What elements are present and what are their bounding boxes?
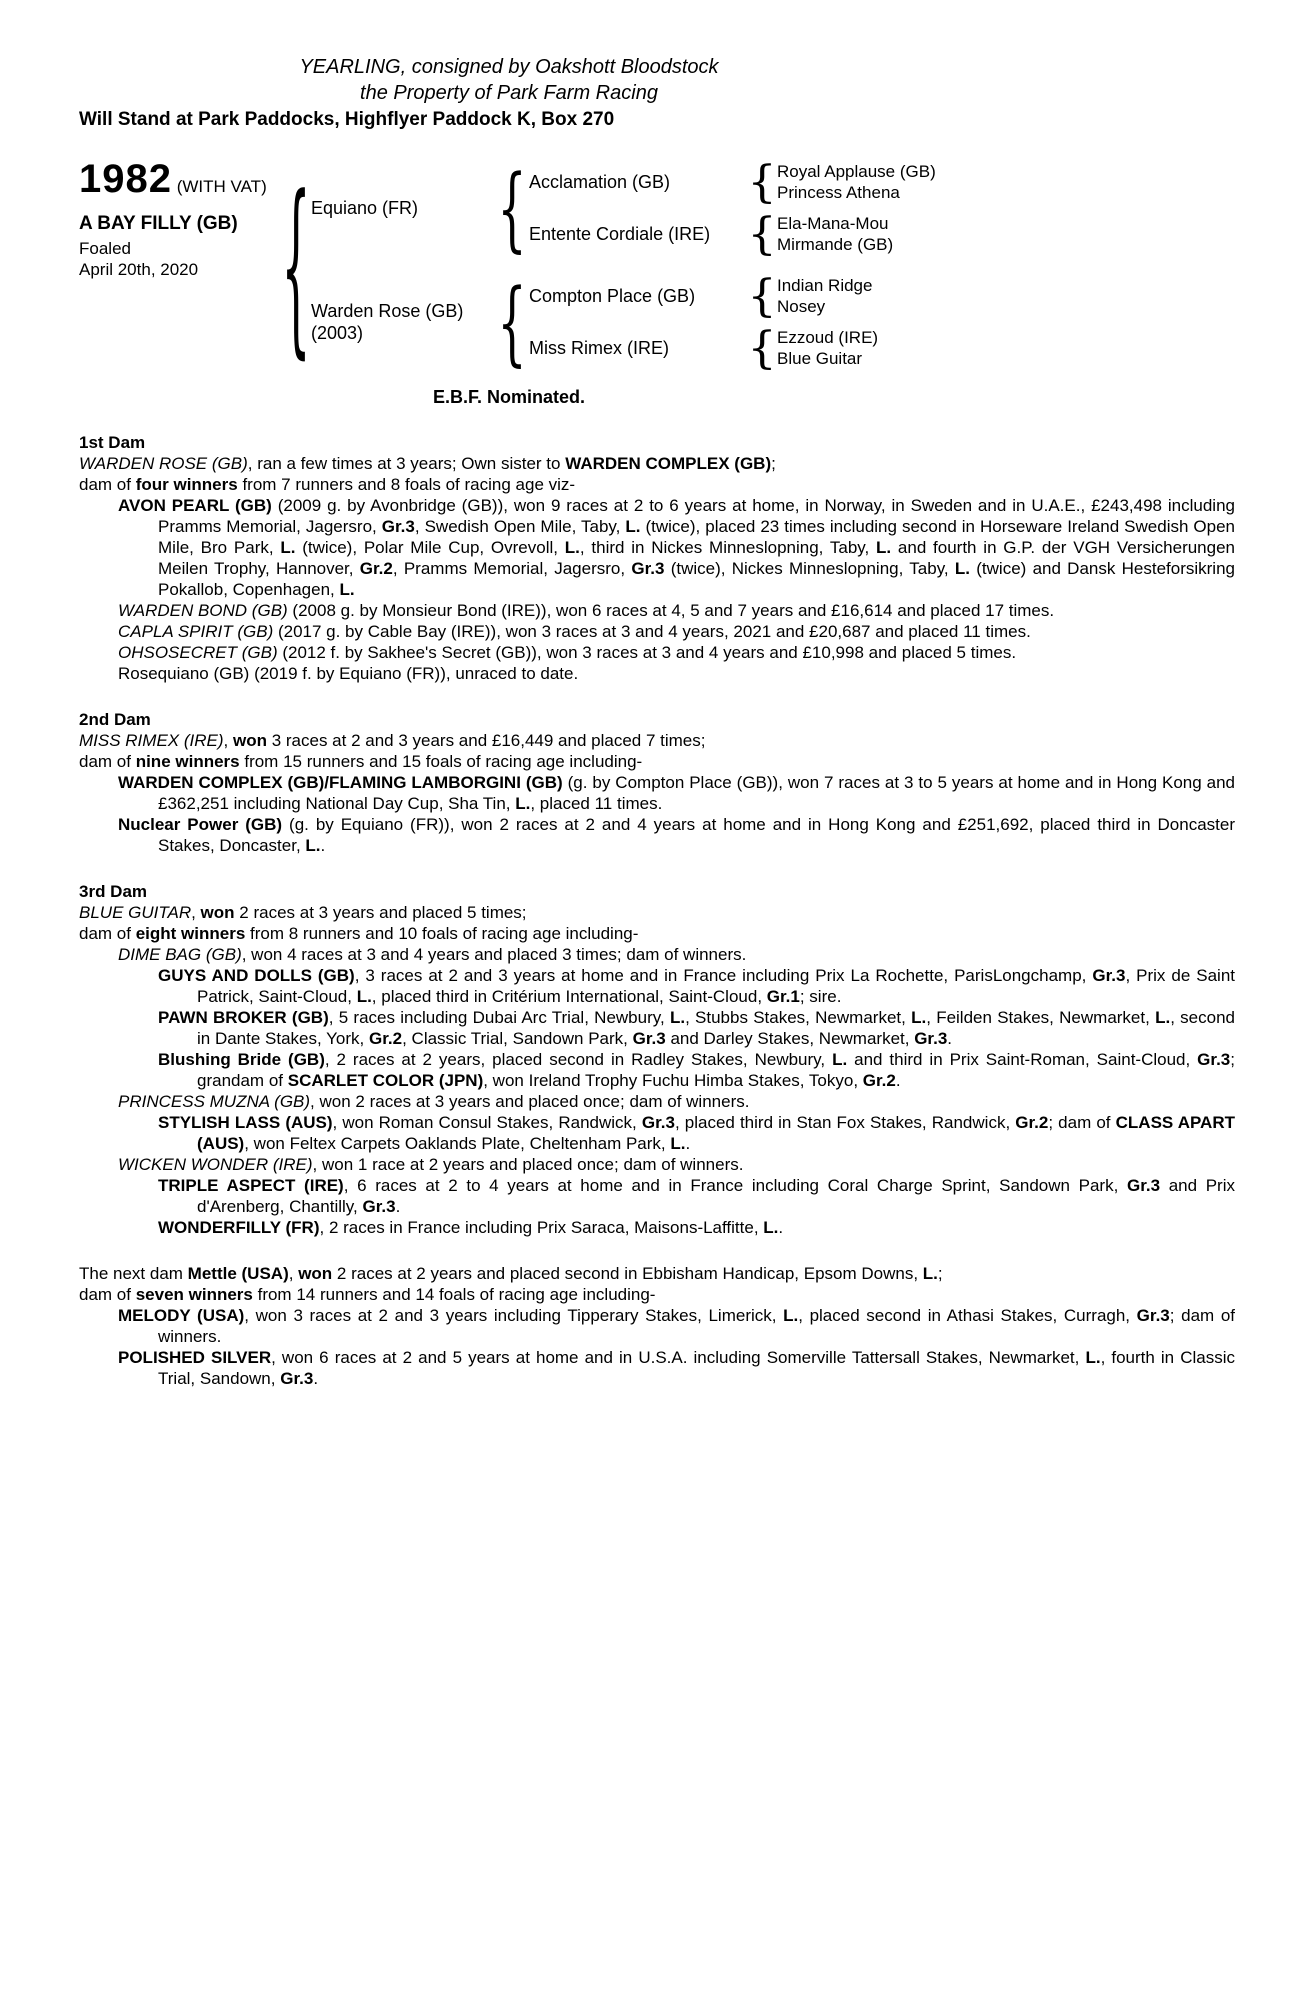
text-segment: STYLISH LASS (AUS): [158, 1113, 333, 1132]
pedigree-paragraph: [79, 642, 1235, 663]
text-segment: , fourth in Classic Trial, Sandown,: [158, 1348, 1235, 1388]
grandparent-group: [523, 156, 936, 208]
text-segment: (twice), placed 23 times including second in Horseware Ireland Swedish Open Mile, Bro Park,: [158, 517, 1236, 557]
sire-group: [307, 154, 936, 262]
text-segment: MISS RIMEX (IRE): [79, 731, 224, 750]
text-segment: , Prix de Saint Patrick, Saint-Cloud,: [197, 966, 1235, 1006]
pedigree-paragraph: [79, 1091, 1235, 1112]
text-segment: Gr.3: [1197, 1050, 1231, 1069]
pedigree-paragraph: [79, 1305, 1235, 1347]
great-grandparent-name: Ela-Mana-Mou: [777, 214, 889, 233]
page-header: [79, 54, 1235, 133]
horse-description: A BAY FILLY (GB): [79, 213, 238, 234]
text-segment: (twice), Polar Mile Cup, Ovrevoll,: [295, 538, 565, 557]
text-segment: from 15 runners and 15 foals of racing age including-: [239, 752, 643, 771]
pedigree-paragraph: [79, 923, 1235, 944]
text-segment: and third in Prix Saint-Roman, Saint-Cloud,: [847, 1050, 1198, 1069]
pedigree-paragraph: [79, 621, 1235, 642]
dam-group: [307, 268, 936, 376]
text-segment: nine winners: [135, 752, 240, 771]
great-grandparents: [773, 161, 936, 203]
text-segment: , second in Dante Stakes, York,: [197, 1008, 1235, 1048]
text-segment: L.: [515, 794, 531, 813]
text-segment: Gr.2: [1015, 1113, 1049, 1132]
brace-small-icon: {: [747, 322, 777, 374]
text-segment: , 5 races including Dubai Arc Trial, Newbury,: [328, 1008, 670, 1027]
text-segment: , won 3 races at 2 and 3 years including Tipperary Stakes, Limerick,: [244, 1306, 784, 1325]
text-segment: four winners: [135, 475, 238, 494]
text-segment: ;: [937, 1264, 943, 1283]
text-segment: L.: [1155, 1008, 1171, 1027]
text-segment: Gr.3: [381, 517, 415, 536]
pedigree-paragraph: [79, 495, 1235, 600]
lot-number: 1982: [79, 157, 172, 201]
text-segment: L.: [1085, 1348, 1101, 1367]
text-segment: POLISHED SILVER: [118, 1348, 272, 1367]
text-segment: ,: [288, 1264, 299, 1283]
pedigree-paragraph: [79, 944, 1235, 965]
header-center-wrap: [79, 54, 939, 106]
lot-line: [79, 157, 285, 201]
dam-name: [307, 300, 501, 344]
pedigree-paragraph: [79, 965, 1235, 1007]
text-segment: Mettle (USA): [187, 1264, 289, 1283]
text-segment: L.: [625, 517, 641, 536]
pedigree-paragraph: [79, 1284, 1235, 1305]
sire-grandparents-column: [523, 156, 936, 260]
text-segment: PAWN BROKER (GB): [158, 1008, 329, 1027]
text-segment: WONDERFILLY (FR): [158, 1218, 320, 1237]
text-segment: L.: [876, 538, 892, 557]
text-segment: L.: [305, 836, 321, 855]
pedigree-paragraph: [79, 772, 1235, 814]
text-segment: , placed third in Critérium International, Saint-Cloud,: [371, 987, 767, 1006]
text-segment: Gr.3: [1136, 1306, 1170, 1325]
text-segment: ; dam of winners.: [158, 1306, 1236, 1346]
text-segment: 2 races at 2 years and placed second in Ebbisham Handicap, Epsom Downs,: [332, 1264, 923, 1283]
text-segment: , placed third in Stan Fox Stakes, Randwick,: [674, 1113, 1016, 1132]
dam-section: [79, 1263, 1235, 1389]
brace-small-icon: {: [747, 208, 777, 260]
section-heading: 1st Dam: [79, 433, 146, 452]
pedigree-paragraph: [79, 730, 1235, 751]
text-segment: dam of: [79, 475, 136, 494]
pedigree-paragraph: [79, 814, 1235, 856]
text-segment: , won 4 races at 3 and 4 years and placed 3 times; dam of winners.: [241, 945, 747, 964]
text-segment: .: [895, 1071, 901, 1090]
pedigree-paragraph: [79, 1175, 1235, 1217]
text-segment: , Swedish Open Mile, Taby,: [414, 517, 626, 536]
text-segment: , Feilden Stakes, Newmarket,: [926, 1008, 1156, 1027]
text-segment: L.: [564, 538, 580, 557]
great-grandparent-name: Nosey: [777, 297, 826, 316]
great-grandparents: [773, 327, 878, 369]
text-segment: (2012 f. by Sakhee's Secret (GB)), won 3 races at 3 and 4 years and £10,998 and placed 5 times.: [277, 643, 1017, 662]
text-segment: (twice), Nickes Minneslopning, Taby,: [664, 559, 955, 578]
dam-sire-name: Compton Place (GB): [529, 286, 696, 306]
text-segment: L.: [954, 559, 971, 578]
text-segment: L.: [911, 1008, 927, 1027]
text-segment: and fourth in G.P. der VGH Versicherungen Meilen Trophy, Hannover,: [158, 538, 1236, 578]
text-segment: , third in Nickes Minneslopning, Taby,: [579, 538, 877, 557]
text-segment: L.: [356, 987, 372, 1006]
text-segment: Nuclear Power (GB): [118, 815, 283, 834]
pedigree-paragraph: [79, 1007, 1235, 1049]
pedigree-paragraph: [79, 1049, 1235, 1091]
ebf-nominated-line: E.B.F. Nominated.: [432, 387, 585, 407]
text-segment: won: [232, 731, 267, 750]
text-segment: .: [947, 1029, 953, 1048]
text-segment: .: [685, 1134, 691, 1153]
text-segment: L.: [670, 1134, 686, 1153]
grandparent-group: [523, 322, 879, 374]
text-segment: , placed second in Athasi Stakes, Curragh,: [798, 1306, 1137, 1325]
text-segment: WICKEN WONDER (IRE): [118, 1155, 313, 1174]
text-segment: 3 races at 2 and 3 years and £16,449 and placed 7 times;: [266, 731, 706, 750]
dam-grandparents-column: [523, 270, 879, 374]
property-line: the Property of Park Farm Racing: [360, 82, 658, 104]
section-heading: 2nd Dam: [79, 710, 151, 729]
pedigree-paragraph: [79, 1154, 1235, 1175]
text-segment: L.: [922, 1264, 938, 1283]
text-segment: , won Feltex Carpets Oaklands Plate, Cheltenham Park,: [244, 1134, 671, 1153]
text-segment: dam of: [79, 1285, 136, 1304]
stabling-line: Will Stand at Park Paddocks, Highflyer Paddock K, Box 270: [79, 109, 615, 130]
text-segment: , 2 races at 2 years, placed second in Radley Stakes, Newbury,: [324, 1050, 833, 1069]
brace-sire-icon: {: [497, 154, 527, 262]
pedigree-paragraph: [79, 1112, 1235, 1154]
brace-small-icon: {: [747, 270, 777, 322]
brace-generation1-icon: {: [281, 154, 311, 376]
text-segment: , Stubbs Stakes, Newmarket,: [685, 1008, 912, 1027]
text-segment: , Classic Trial, Sandown Park,: [402, 1029, 633, 1048]
text-segment: , placed 11 times.: [530, 794, 663, 813]
great-grandparents: [773, 275, 872, 317]
pedigree-tree: [281, 154, 936, 376]
sire-dam-name: Entente Cordiale (IRE): [529, 224, 711, 244]
text-segment: Gr.3: [641, 1113, 675, 1132]
text-segment: L.: [339, 580, 355, 599]
text-segment: won: [200, 903, 235, 922]
pedigree-paragraph: [79, 600, 1235, 621]
text-segment: (2009 g. by Avonbridge (GB)), won 9 races at 2 to 6 years at home, in Norway, in Sweden and in U.A.E., £243,498 including Pramms Memorial, Jagersro,: [158, 496, 1235, 536]
section-heading: 3rd Dam: [79, 882, 148, 901]
text-segment: from 7 runners and 8 foals of racing age viz-: [237, 475, 576, 494]
text-segment: AVON PEARL (GB): [118, 496, 272, 515]
text-segment: ; grandam of: [197, 1050, 1235, 1090]
foaled-label: Foaled: [79, 239, 131, 258]
text-segment: Gr.3: [362, 1197, 396, 1216]
text-segment: dam of: [79, 752, 136, 771]
text-segment: DIME BAG (GB): [118, 945, 242, 964]
text-segment: L.: [280, 538, 296, 557]
text-segment: Gr.1: [766, 987, 800, 1006]
consignor-line: YEARLING, consigned by Oakshott Bloodstock: [299, 56, 719, 78]
pedigree-paragraph: [79, 1217, 1235, 1238]
great-grandparents: [773, 213, 893, 255]
text-segment: WARDEN ROSE (GB): [79, 454, 248, 473]
text-segment: (2008 g. by Monsieur Bond (IRE)), won 6 races at 4, 5 and 7 years and £16,614 and placed 17 times.: [287, 601, 1055, 620]
text-segment: (g. by Compton Place (GB)), won 7 races at 3 to 5 years at home and in Hong Kong and £362,251 including National Day Cup, Sha Tin,: [158, 773, 1235, 813]
text-segment: L.: [763, 1218, 779, 1237]
text-segment: ;: [771, 454, 776, 473]
lot-vat-note: (WITH VAT): [176, 177, 267, 196]
text-segment: dam of: [79, 924, 136, 943]
text-segment: The next dam: [79, 1264, 188, 1283]
text-segment: CLASS APART (AUS): [197, 1113, 1235, 1153]
text-segment: SCARLET COLOR (JPN): [287, 1071, 484, 1090]
text-segment: , 2 races in France including Prix Saraca, Maisons-Laffitte,: [319, 1218, 764, 1237]
dam-section: [79, 881, 1235, 1238]
text-segment: ; sire.: [799, 987, 842, 1006]
text-segment: , 3 races at 2 and 3 years at home and in France including Prix La Rochette, ParisLongchamp,: [354, 966, 1093, 985]
text-segment: from 8 runners and 10 foals of racing age including-: [245, 924, 639, 943]
dam-section: [79, 432, 1235, 684]
pedigree-paragraph: [79, 453, 1235, 474]
text-segment: eight winners: [135, 924, 246, 943]
text-segment: WARDEN COMPLEX (GB)/FLAMING LAMBORGINI (GB): [118, 773, 563, 792]
lot-info: [79, 157, 285, 280]
brace-small-icon: {: [747, 156, 777, 208]
text-segment: Gr.3: [1092, 966, 1126, 985]
dam-sections: [79, 432, 1235, 1389]
text-segment: CAPLA SPIRIT (GB): [118, 622, 274, 641]
text-segment: , won 2 races at 3 years and placed once; dam of winners.: [310, 1092, 750, 1111]
pedigree-paragraph: [79, 1263, 1235, 1284]
text-segment: 2 races at 3 years and placed 5 times;: [234, 903, 527, 922]
text-segment: .: [320, 836, 326, 855]
great-grandparent-name: Indian Ridge: [777, 276, 873, 295]
pedigree-paragraph: [79, 663, 1235, 684]
foaled-date: April 20th, 2020: [79, 260, 199, 279]
text-segment: , won Ireland Trophy Fuchu Himba Stakes, Tokyo,: [483, 1071, 863, 1090]
dam-year: (2003): [311, 323, 364, 343]
pedigree-paragraph: [79, 474, 1235, 495]
text-segment: and Darley Stakes, Newmarket,: [665, 1029, 915, 1048]
text-segment: Gr.3: [632, 1029, 666, 1048]
text-segment: Gr.3: [1126, 1176, 1161, 1195]
text-segment: BLUE GUITAR: [79, 903, 192, 922]
great-grandparent-name: Blue Guitar: [777, 349, 863, 368]
text-segment: , won 1 race at 2 years and placed once; dam of winners.: [312, 1155, 744, 1174]
text-segment: .: [313, 1369, 319, 1388]
text-segment: Blushing Bride (GB): [158, 1050, 325, 1069]
great-grandparent-name: Mirmande (GB): [777, 235, 894, 254]
text-segment: (g. by Equiano (FR)), won 2 races at 2 and 4 years at home and in Hong Kong and £251,692, placed third in Doncaster Stakes, Doncaster,: [158, 815, 1235, 855]
text-segment: GUYS AND DOLLS (GB): [158, 966, 355, 985]
text-segment: seven winners: [135, 1285, 253, 1304]
text-segment: ; dam of: [1048, 1113, 1116, 1132]
text-segment: , Pramms Memorial, Jagersro,: [392, 559, 632, 578]
text-segment: and Prix d'Arenberg, Chantilly,: [197, 1176, 1235, 1216]
sire-sire-name: Acclamation (GB): [529, 172, 671, 192]
dam-dam-name: Miss Rimex (IRE): [529, 338, 669, 358]
grandparent-group: [523, 270, 878, 322]
text-segment: (twice) and Dansk Hesteforsikring Pokallob, Copenhagen,: [158, 559, 1235, 599]
text-segment: WARDEN BOND (GB): [118, 601, 288, 620]
text-segment: , won Roman Consul Stakes, Randwick,: [332, 1113, 642, 1132]
text-segment: WARDEN COMPLEX (GB): [565, 454, 772, 473]
text-segment: Gr.3: [280, 1369, 314, 1388]
text-segment: Gr.2: [369, 1029, 403, 1048]
text-segment: L.: [832, 1050, 848, 1069]
text-segment: , won 6 races at 2 and 5 years at home and in U.S.A. including Somerville Tattersall Stakes, Newmarket,: [271, 1348, 1086, 1367]
text-segment: OHSOSECRET (GB): [118, 643, 278, 662]
great-grandparent-name: Princess Athena: [777, 183, 900, 202]
pedigree-paragraph: [79, 902, 1235, 923]
dam-name-line1: Warden Rose (GB): [311, 301, 464, 321]
text-segment: won: [298, 1264, 333, 1283]
text-segment: Gr.2: [862, 1071, 896, 1090]
parents-column: [307, 154, 936, 376]
text-segment: , ran a few times at 3 years; Own sister to: [247, 454, 566, 473]
text-segment: Gr.3: [631, 559, 665, 578]
text-segment: L.: [669, 1008, 686, 1027]
text-segment: Gr.2: [359, 559, 393, 578]
text-segment: TRIPLE ASPECT (IRE): [158, 1176, 344, 1195]
sire-name: Equiano (FR): [311, 198, 419, 218]
text-segment: Gr.3: [914, 1029, 948, 1048]
text-segment: , 6 races at 2 to 4 years at home and in France including Coral Charge Sprint, Sandown Park,: [343, 1176, 1127, 1195]
text-segment: (2017 g. by Cable Bay (IRE)), won 3 races at 3 and 4 years, 2021 and £20,687 and placed 11 times.: [273, 622, 1031, 641]
text-segment: ,: [223, 731, 233, 750]
pedigree-block: [79, 154, 1235, 376]
text-segment: .: [778, 1218, 784, 1237]
pedigree-paragraph: [79, 751, 1235, 772]
text-segment: ,: [191, 903, 201, 922]
text-segment: Rosequiano (GB) (2019 f. by Equiano (FR)), unraced to date.: [118, 664, 579, 683]
text-segment: MELODY (USA): [118, 1306, 245, 1325]
text-segment: .: [395, 1197, 401, 1216]
text-segment: PRINCESS MUZNA (GB): [118, 1092, 311, 1111]
great-grandparent-name: Royal Applause (GB): [777, 162, 936, 181]
great-grandparent-name: Ezzoud (IRE): [777, 328, 879, 347]
pedigree-paragraph: [79, 1347, 1235, 1389]
grandparent-group: [523, 208, 936, 260]
text-segment: L.: [783, 1306, 799, 1325]
text-segment: from 14 runners and 14 foals of racing age including-: [252, 1285, 656, 1304]
dam-section: [79, 709, 1235, 856]
brace-dam-icon: {: [497, 268, 527, 376]
